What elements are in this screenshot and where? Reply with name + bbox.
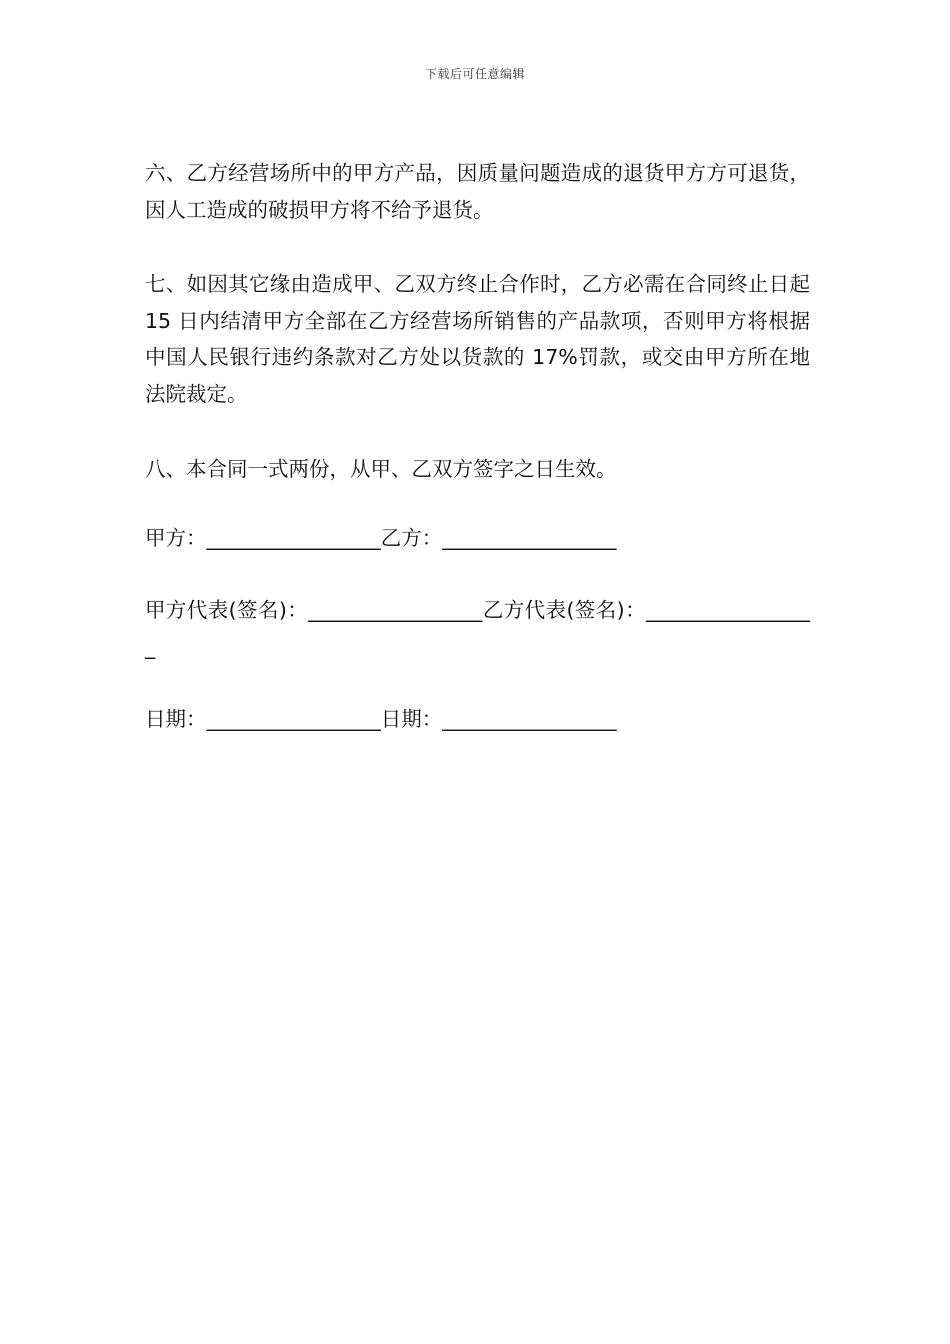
party-signature-line — [145, 520, 810, 557]
date-signature-line — [145, 701, 810, 738]
representative-signature-text: 甲方代表(签名)：_________________乙方代表(签名)：_________________ — [145, 598, 810, 659]
representative-signature-line — [145, 592, 810, 665]
clause-seven: 七、如因其它缘由造成甲、乙双方终止合作时，乙方必需在合同终止日起 15 日内结清甲方全部在乙方经营场所销售的产品款项，否则甲方将根据中国人民银行违约条款对乙方处以货款的 17%罚款，或交由甲方所在地法院裁定。 — [145, 272, 810, 406]
date-signature-text: 日期：_________________日期：_________________ — [145, 707, 617, 731]
page-header: 下载后可任意编辑 — [424, 67, 525, 81]
clause-eight: 八、本合同一式两份，从甲、乙双方签字之日生效。 — [145, 457, 617, 481]
party-signature-text: 甲方：_________________乙方：_________________ — [145, 526, 617, 550]
clause-six: 六、乙方经营场所中的甲方产品，因质量问题造成的退货甲方方可退货，因人工造成的破损甲方将不给予退货。 — [145, 161, 810, 222]
